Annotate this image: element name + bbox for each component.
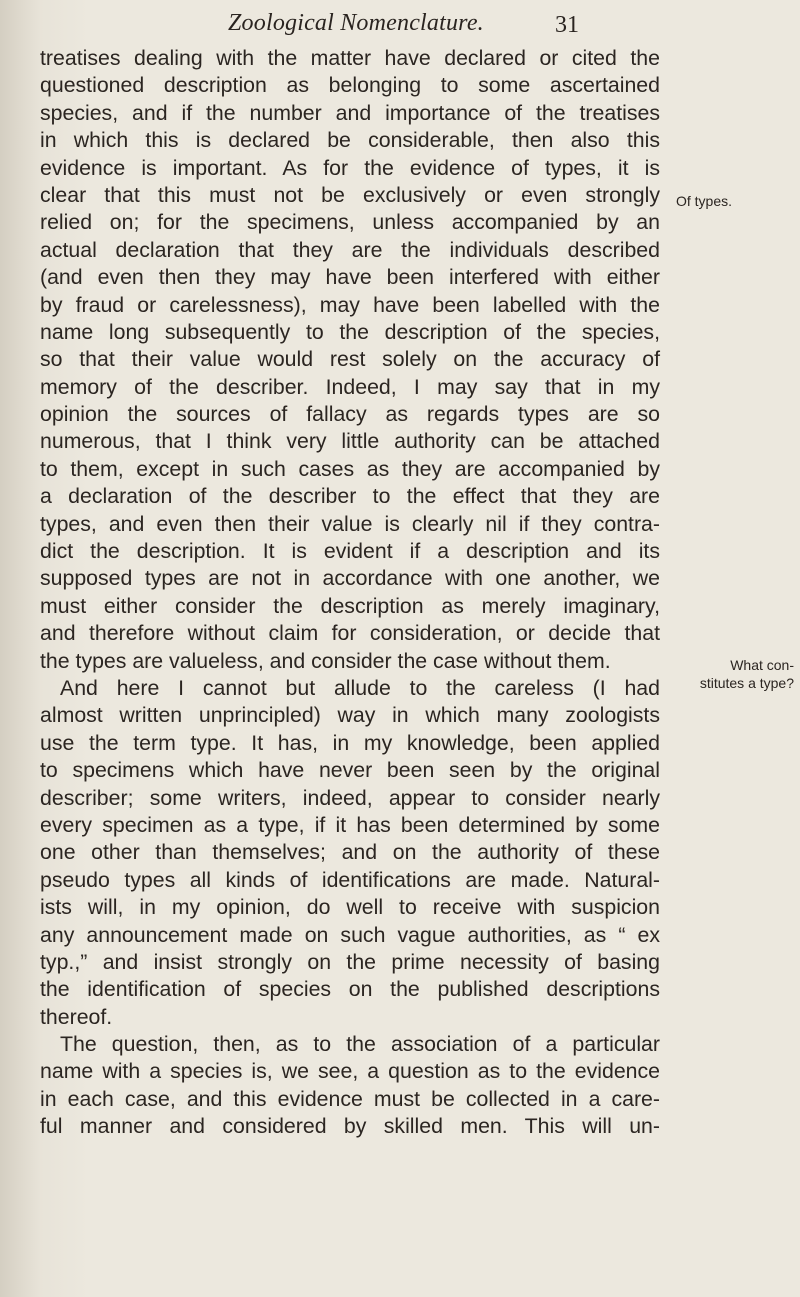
page-number: 31 xyxy=(555,12,579,38)
text-line: supposed types are not in accordance with one another, we xyxy=(40,566,660,591)
text-line: must either consider the description as merely imaginary, xyxy=(40,593,660,618)
text-line: (and even then they may have been interfered with either xyxy=(40,265,660,290)
text-line: questioned description as belonging to some ascertained xyxy=(40,73,660,98)
text-line: describer; some writers, indeed, appear to consider nearly xyxy=(40,785,660,810)
sidenote-line: stitutes a type? xyxy=(699,675,794,691)
text-line: and therefore without claim for consideration, or decide that xyxy=(40,621,660,646)
text-line: typ.,” and insist strongly on the prime necessity of basing xyxy=(40,949,660,974)
text-line: in which this is declared be considerable, then also this xyxy=(40,128,660,153)
sidenote-what-constitutes-a-type xyxy=(674,656,794,692)
text-line: And here I cannot but allude to the careless (I had xyxy=(60,675,660,700)
text-line: almost written unprincipled) way in which many zoologists xyxy=(40,703,660,728)
text-line: in each case, and this evidence must be collected in a care- xyxy=(40,1086,660,1111)
text-line: opinion the sources of fallacy as regards types are so xyxy=(40,402,660,427)
text-line: the identification of species on the published descriptions xyxy=(40,977,660,1002)
text-line: The question, then, as to the association of a particular xyxy=(60,1032,660,1057)
text-line: one other than themselves; and on the authority of these xyxy=(40,840,660,865)
text-line: to specimens which have never been seen by the original xyxy=(40,758,660,783)
text-line: a declaration of the describer to the effect that they are xyxy=(40,484,660,509)
text-line: thereof. xyxy=(40,1004,113,1029)
text-line: treatises dealing with the matter have declared or cited the xyxy=(40,46,660,70)
sidenote-line: What con- xyxy=(730,657,794,673)
text-line: every specimen as a type, if it has been determined by some xyxy=(40,812,660,837)
sidenote-of-types: Of types. xyxy=(676,193,733,209)
text-line: evidence is important. As for the evidence of types, it is xyxy=(40,155,660,180)
text-line: clear that this must not be exclusively or even strongly xyxy=(40,182,660,207)
text-line: types, and even then their value is clearly nil if they contra- xyxy=(40,511,660,536)
body-text xyxy=(40,45,660,1141)
text-line: name long subsequently to the description of the species, xyxy=(40,319,660,344)
text-line: actual declaration that they are the individuals described xyxy=(40,237,660,262)
text-line: ful manner and considered by skilled men. This will un- xyxy=(40,1114,660,1139)
text-line: memory of the describer. Indeed, I may say that in my xyxy=(40,374,660,399)
text-line: the types are valueless, and consider the case without them. xyxy=(40,648,611,673)
text-line: ists will, in my opinion, do well to receive with suspicion xyxy=(40,895,660,920)
running-head xyxy=(0,10,800,50)
text-line: species, and if the number and importance of the treatises xyxy=(40,100,660,125)
text-line: to them, except in such cases as they are accompanied by xyxy=(40,456,660,481)
text-line: dict the description. It is evident if a description and its xyxy=(40,539,660,564)
text-line: by fraud or carelessness), may have been labelled with the xyxy=(40,292,660,317)
text-line: use the term type. It has, in my knowledge, been applied xyxy=(40,730,660,755)
text-line: numerous, that I think very little authority can be attached xyxy=(40,429,660,454)
running-title: Zoological Nomenclature. xyxy=(228,10,484,36)
text-line: name with a species is, we see, a question as to the evidence xyxy=(40,1059,660,1084)
text-line: so that their value would rest solely on the accuracy of xyxy=(40,347,660,372)
text-line: any announcement made on such vague authorities, as “ ex xyxy=(40,922,660,947)
text-line: relied on; for the specimens, unless accompanied by an xyxy=(40,210,660,235)
text-line: pseudo types all kinds of identifications are made. Natural- xyxy=(40,867,660,892)
